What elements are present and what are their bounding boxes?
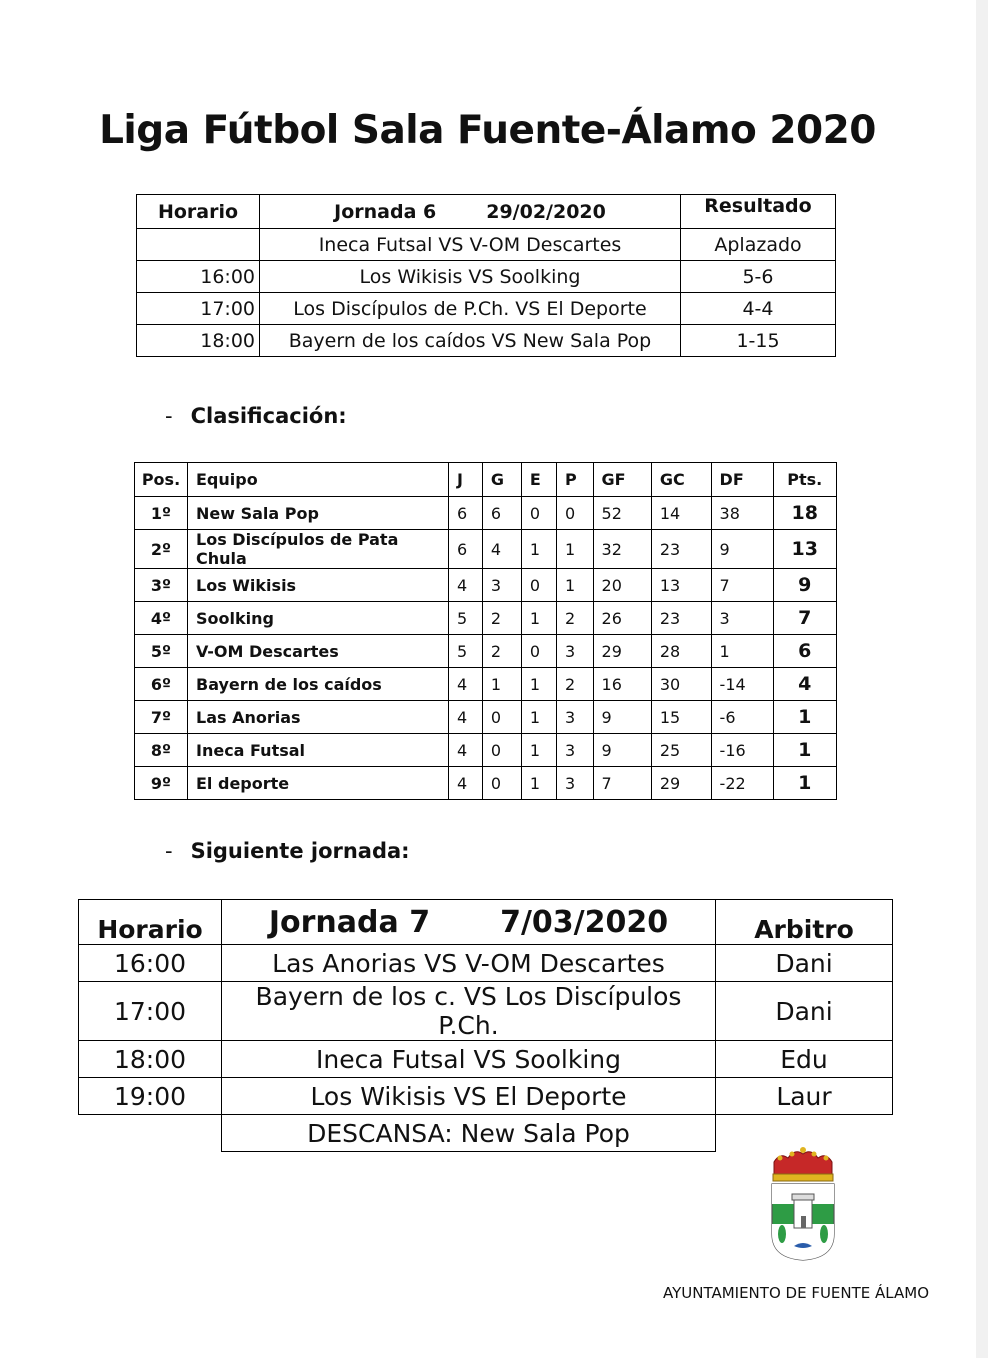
cell-drawn: 1 xyxy=(521,767,556,800)
cell-team-name: Bayern de los caídos xyxy=(188,668,449,701)
cell-goals-against: 14 xyxy=(651,497,711,530)
cell-drawn: 1 xyxy=(521,530,556,569)
match-time: 19:00 xyxy=(79,1078,222,1115)
header-result: Resultado xyxy=(681,195,836,229)
cell-goal-difference: -16 xyxy=(711,734,773,767)
cell-team-name: Ineca Futsal xyxy=(188,734,449,767)
cell-goals-against: 25 xyxy=(651,734,711,767)
header-time: Horario xyxy=(137,195,260,229)
cell-lost: 2 xyxy=(557,668,594,701)
match-teams: Ineca Futsal VS Soolking xyxy=(222,1041,716,1078)
match-time: 17:00 xyxy=(137,293,260,325)
cell-drawn: 1 xyxy=(521,602,556,635)
table-row xyxy=(79,1078,893,1115)
cell-drawn: 1 xyxy=(521,701,556,734)
table-row xyxy=(135,530,837,569)
cell-points: 1 xyxy=(773,767,837,800)
col-header-gc: GC xyxy=(651,463,711,497)
cell-won: 3 xyxy=(482,569,521,602)
standings-heading xyxy=(165,404,347,428)
cell-team-name: Las Anorias xyxy=(188,701,449,734)
table-row xyxy=(79,945,893,982)
match-referee: Laur xyxy=(716,1078,893,1115)
round6-results-table xyxy=(136,194,836,357)
header-time: Horario xyxy=(79,900,222,945)
cell-team-name: V-OM Descartes xyxy=(188,635,449,668)
cell-goals-against: 15 xyxy=(651,701,711,734)
cell-won: 1 xyxy=(482,668,521,701)
cell-won: 0 xyxy=(482,701,521,734)
match-teams: Bayern de los caídos VS New Sala Pop xyxy=(260,325,681,357)
bullet-dash: - xyxy=(165,839,173,863)
cell-won: 0 xyxy=(482,767,521,800)
cell-points: 9 xyxy=(773,569,837,602)
header-round xyxy=(222,900,716,945)
match-teams: Los Wikisis VS El Deporte xyxy=(222,1078,716,1115)
round-date: 29/02/2020 xyxy=(486,200,606,223)
col-header-team: Equipo xyxy=(188,463,449,497)
col-header-j: J xyxy=(449,463,483,497)
cell-goals-against: 23 xyxy=(651,530,711,569)
cell-played: 5 xyxy=(449,602,483,635)
match-teams: Los Discípulos de P.Ch. VS El Deporte xyxy=(260,293,681,325)
next-round-table xyxy=(78,899,893,1152)
header-round xyxy=(260,195,681,229)
cell-drawn: 0 xyxy=(521,635,556,668)
match-referee: Dani xyxy=(716,982,893,1041)
col-header-g: G xyxy=(482,463,521,497)
match-teams: Ineca Futsal VS V-OM Descartes xyxy=(260,229,681,261)
cell-lost: 0 xyxy=(557,497,594,530)
cell-lost: 3 xyxy=(557,734,594,767)
match-time: 16:00 xyxy=(137,261,260,293)
cell-position: 6º xyxy=(135,668,188,701)
cell-played: 4 xyxy=(449,701,483,734)
match-referee: Dani xyxy=(716,945,893,982)
match-teams: Bayern de los c. VS Los Discípulos P.Ch. xyxy=(222,982,716,1041)
standings-title: Clasificación: xyxy=(190,404,347,428)
blank-cell xyxy=(79,1115,222,1152)
match-result: 1-15 xyxy=(681,325,836,357)
match-time: 18:00 xyxy=(137,325,260,357)
round-label: Jornada 6 xyxy=(334,200,437,223)
cell-lost: 3 xyxy=(557,767,594,800)
match-teams: Los Wikisis VS Soolking xyxy=(260,261,681,293)
cell-drawn: 1 xyxy=(521,668,556,701)
cell-goals-for: 16 xyxy=(593,668,651,701)
cell-team-name: Los Discípulos de Pata Chula xyxy=(188,530,449,569)
cell-points: 4 xyxy=(773,668,837,701)
cell-position: 8º xyxy=(135,734,188,767)
cell-lost: 2 xyxy=(557,602,594,635)
table-row xyxy=(79,982,893,1041)
cell-position: 2º xyxy=(135,530,188,569)
cell-goal-difference: 1 xyxy=(711,635,773,668)
table-row xyxy=(135,602,837,635)
cell-goals-for: 26 xyxy=(593,602,651,635)
cell-goals-for: 29 xyxy=(593,635,651,668)
cell-goals-against: 23 xyxy=(651,602,711,635)
table-row xyxy=(135,497,837,530)
table-row xyxy=(137,325,836,357)
match-result: Aplazado xyxy=(681,229,836,261)
cell-played: 4 xyxy=(449,668,483,701)
next-round-heading xyxy=(165,839,410,863)
cell-lost: 3 xyxy=(557,635,594,668)
col-header-e: E xyxy=(521,463,556,497)
match-result: 5-6 xyxy=(681,261,836,293)
cell-goals-for: 52 xyxy=(593,497,651,530)
cell-position: 7º xyxy=(135,701,188,734)
bullet-dash: - xyxy=(165,404,173,428)
table-row xyxy=(135,569,837,602)
cell-drawn: 0 xyxy=(521,569,556,602)
cell-won: 2 xyxy=(482,635,521,668)
col-header-pts: Pts. xyxy=(773,463,837,497)
cell-goals-for: 9 xyxy=(593,701,651,734)
match-time xyxy=(137,229,260,261)
round-label: Jornada 7 xyxy=(268,904,431,940)
table-row xyxy=(135,701,837,734)
cell-points: 1 xyxy=(773,734,837,767)
rest-team: DESCANSA: New Sala Pop xyxy=(222,1115,716,1152)
match-time: 18:00 xyxy=(79,1041,222,1078)
col-header-pos: Pos. xyxy=(135,463,188,497)
cell-goal-difference: -14 xyxy=(711,668,773,701)
table-row xyxy=(137,261,836,293)
table-row xyxy=(137,229,836,261)
table-row xyxy=(135,635,837,668)
cell-position: 5º xyxy=(135,635,188,668)
standings-table xyxy=(134,462,837,800)
cell-team-name: Soolking xyxy=(188,602,449,635)
cell-goals-against: 13 xyxy=(651,569,711,602)
cell-played: 4 xyxy=(449,734,483,767)
round-date: 7/03/2020 xyxy=(500,904,669,940)
match-time: 17:00 xyxy=(79,982,222,1041)
cell-goals-for: 7 xyxy=(593,767,651,800)
cell-won: 4 xyxy=(482,530,521,569)
cell-position: 3º xyxy=(135,569,188,602)
cell-team-name: El deporte xyxy=(188,767,449,800)
match-referee: Edu xyxy=(716,1041,893,1078)
table-row xyxy=(79,1041,893,1078)
scrollbar[interactable] xyxy=(976,0,988,1358)
table-row xyxy=(137,293,836,325)
cell-position: 1º xyxy=(135,497,188,530)
footer-text: AYUNTAMIENTO DE FUENTE ÁLAMO xyxy=(663,1284,930,1302)
cell-played: 4 xyxy=(449,569,483,602)
col-header-df: DF xyxy=(711,463,773,497)
header-referee: Arbitro xyxy=(716,900,893,945)
cell-goal-difference: -6 xyxy=(711,701,773,734)
cell-points: 1 xyxy=(773,701,837,734)
cell-goals-against: 28 xyxy=(651,635,711,668)
match-result: 4-4 xyxy=(681,293,836,325)
cell-goals-for: 9 xyxy=(593,734,651,767)
cell-points: 7 xyxy=(773,602,837,635)
col-header-gf: GF xyxy=(593,463,651,497)
cell-team-name: Los Wikisis xyxy=(188,569,449,602)
cell-played: 4 xyxy=(449,767,483,800)
cell-won: 0 xyxy=(482,734,521,767)
cell-played: 5 xyxy=(449,635,483,668)
table-row xyxy=(135,734,837,767)
match-time: 16:00 xyxy=(79,945,222,982)
cell-goal-difference: 38 xyxy=(711,497,773,530)
cell-lost: 1 xyxy=(557,530,594,569)
cell-played: 6 xyxy=(449,497,483,530)
cell-goals-for: 20 xyxy=(593,569,651,602)
cell-points: 18 xyxy=(773,497,837,530)
cell-goal-difference: 3 xyxy=(711,602,773,635)
cell-points: 13 xyxy=(773,530,837,569)
cell-goal-difference: 7 xyxy=(711,569,773,602)
cell-drawn: 0 xyxy=(521,497,556,530)
col-header-p: P xyxy=(557,463,594,497)
match-teams: Las Anorias VS V-OM Descartes xyxy=(222,945,716,982)
cell-lost: 3 xyxy=(557,701,594,734)
cell-played: 6 xyxy=(449,530,483,569)
cell-goal-difference: -22 xyxy=(711,767,773,800)
cell-drawn: 1 xyxy=(521,734,556,767)
page-title: Liga Fútbol Sala Fuente-Álamo 2020 xyxy=(99,108,876,153)
next-round-title: Siguiente jornada: xyxy=(190,839,410,863)
cell-goals-against: 30 xyxy=(651,668,711,701)
table-row xyxy=(135,668,837,701)
town-coat-of-arms-icon xyxy=(768,1146,838,1264)
cell-position: 4º xyxy=(135,602,188,635)
cell-lost: 1 xyxy=(557,569,594,602)
cell-won: 2 xyxy=(482,602,521,635)
table-row xyxy=(135,767,837,800)
cell-won: 6 xyxy=(482,497,521,530)
cell-position: 9º xyxy=(135,767,188,800)
cell-team-name: New Sala Pop xyxy=(188,497,449,530)
cell-goal-difference: 9 xyxy=(711,530,773,569)
standings-header-row xyxy=(135,463,837,497)
cell-goals-against: 29 xyxy=(651,767,711,800)
cell-points: 6 xyxy=(773,635,837,668)
cell-goals-for: 32 xyxy=(593,530,651,569)
